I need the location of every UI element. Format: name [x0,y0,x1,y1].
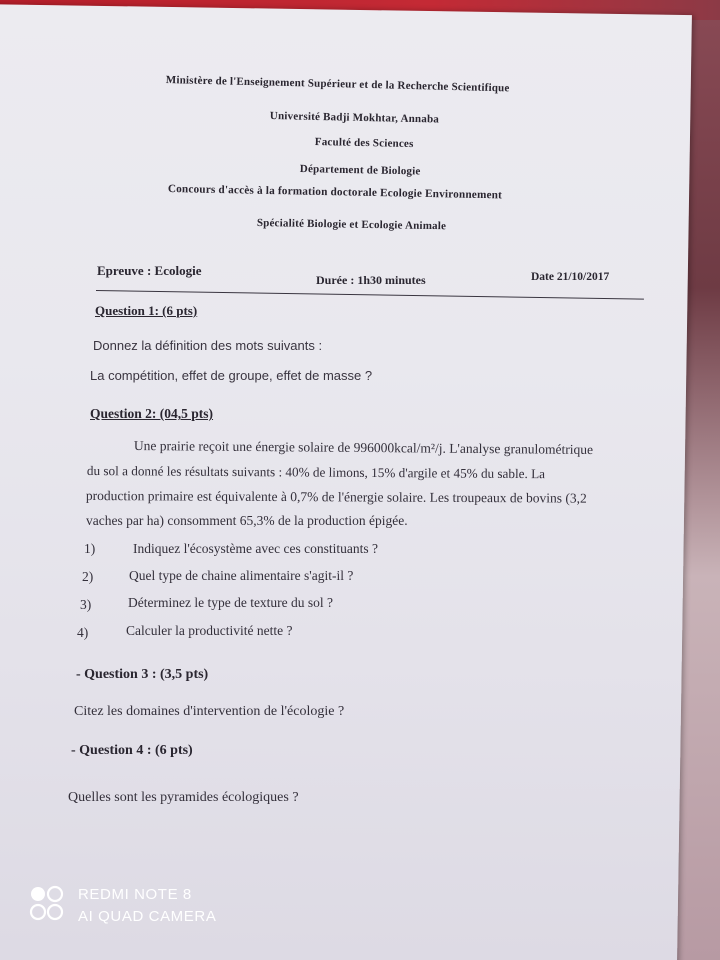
watermark-line-2: AI QUAD CAMERA [78,908,217,925]
question-2-paragraph-line-3: production primaire est équivalente à 0,7% de l'énergie solaire. Les troupeaux de bovins (3,2 [85,488,587,506]
question-1-line-1: Donnez la définition des mots suivants : [93,338,323,353]
question-4-title: - Question 4 : (6 pts) [71,743,193,758]
question-2-paragraph-line-4: vaches par ha) consomment 65,3% de la production épigée. [86,513,408,528]
watermark-line-1: REDMI NOTE 8 [78,886,192,903]
department-line: Département de Biologie [299,163,421,178]
question-1-line-2: La compétition, effet de groupe, effet de masse ? [90,368,373,383]
faculty-line: Faculté des Sciences [314,136,414,151]
ministry-line: Ministère de l'Enseignement Supérieur et de la Recherche Scientifique [165,74,510,95]
question-2-item-1-number: 1) [84,541,96,556]
question-3-line-1: Citez les domaines d'intervention de l'écologie ? [74,704,345,719]
exam-subject: Epreuve : Ecologie [97,263,202,278]
question-2-item-3-text: Déterminez le type de texture du sol ? [128,595,334,610]
camera-lens-icon [28,884,68,924]
exam-duration: Durée : 1h30 minutes [316,273,426,287]
specialty-line: Spécialité Biologie et Ecologie Animale [256,217,447,233]
question-2-item-1-text: Indiquez l'écosystème avec ces constituants ? [133,541,378,556]
contest-line: Concours d'accès à la formation doctorale Ecologie Environnement [167,183,503,202]
question-3-title: - Question 3 : (3,5 pts) [76,667,209,682]
question-2-paragraph-line-2: du sol a donné les résultats suivants : 40% de limons, 15% d'argile et 45% du sable. La [86,463,546,482]
university-line: Université Badji Mokhtar, Annaba [269,110,440,126]
question-2-item-4-text: Calculer la productivité nette ? [126,623,293,638]
question-2-item-4-number: 4) [77,625,89,640]
question-2-item-3-number: 3) [80,597,92,612]
question-1-title: Question 1: (6 pts) [95,303,198,318]
question-2-paragraph-line-1: Une prairie reçoit une énergie solaire de 996000kcal/m²/j. L'analyse granulométrique [133,438,594,458]
question-2-item-2-text: Quel type de chaine alimentaire s'agit-il ? [129,568,354,583]
header-divider [96,290,644,300]
question-4-line-1: Quelles sont les pyramides écologiques ? [68,790,299,805]
question-2-title: Question 2: (04,5 pts) [90,406,214,421]
exam-date: Date 21/10/2017 [531,271,610,283]
question-2-item-2-number: 2) [82,569,94,584]
